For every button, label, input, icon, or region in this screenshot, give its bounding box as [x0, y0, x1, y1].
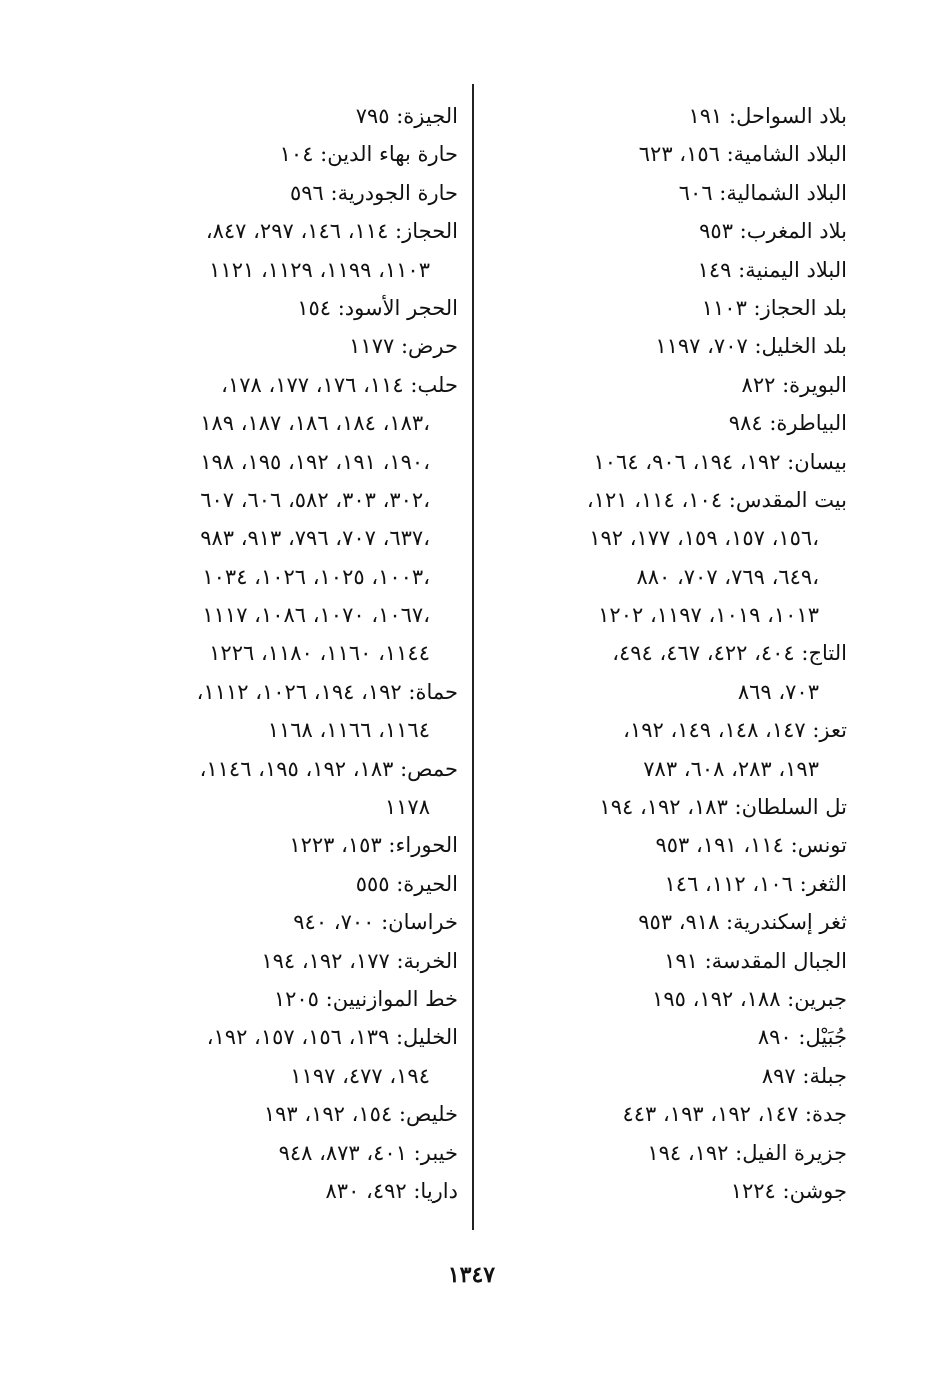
index-entry: حرض: ١١٧٧	[349, 334, 458, 359]
index-entry: خليص: ١٥٤، ١٩٢، ١٩٣	[263, 1102, 458, 1127]
index-entry: خط الموازنيين: ١٢٠٥	[273, 986, 458, 1011]
index-entry: الحيرة: ٥٥٥	[355, 871, 458, 896]
index-entry: خيبر: ٤٠١، ٨٧٣، ٩٤٨	[278, 1140, 458, 1165]
index-entry: حمص: ١٨٣، ١٩٢، ١٩٥، ١١٤٦،	[199, 756, 458, 781]
index-entry: ١٠٠٣، ١٠٢٥، ١٠٢٦، ١٠٣٤،	[202, 564, 430, 589]
index-entry: حارة الجودرية: ٥٩٦	[289, 180, 458, 205]
index-entry: بلاد السواحل: ١٩١	[688, 104, 847, 128]
index-entry: ١١٠٣، ١١٩٩، ١١٢٩، ١١٢١	[209, 257, 430, 282]
index-entry: ١٩٤، ٤٧٧، ١١٩٧	[290, 1063, 430, 1088]
index-entry: ١٩٣، ٢٨٣، ٦٠٨، ٧٨٣	[643, 756, 819, 781]
index-entry: الحجر الأسود: ١٥٤	[297, 295, 458, 320]
index-entry: ٧٠٣، ٨٦٩	[737, 679, 819, 704]
index-entry: جبرين: ١٨٨، ١٩٢، ١٩٥	[652, 986, 847, 1011]
index-entry: الحجاز: ١١٤، ١٤٦، ٢٩٧، ٨٤٧،	[205, 219, 458, 244]
index-entry: خراسان: ٧٠٠، ٩٤٠	[293, 910, 458, 935]
index-entry: ١٠٦٧، ١٠٧٠، ١٠٨٦، ١١١٧،	[202, 603, 430, 628]
index-entry: ٦٣٧، ٧٠٧، ٧٩٦، ٩١٣، ٩٨٣،	[200, 526, 430, 551]
index-entry: بيت المقدس: ١٠٤، ١١٤، ١٢١،	[586, 487, 847, 512]
index-entry: البياطرة: ٩٨٤	[728, 411, 847, 436]
index-entry: تعز: ١٤٧، ١٤٨، ١٤٩، ١٩٢،	[623, 718, 847, 743]
index-entry: البلاد اليمنية: ١٤٩	[697, 257, 847, 282]
index-entry: ١٩٠، ١٩١، ١٩٢، ١٩٥، ١٩٨،	[200, 449, 430, 474]
index-column-left	[94, 97, 458, 1210]
index-entry: حماة: ١٩٢، ١٩٤، ١٠٢٦، ١١١٢،	[196, 679, 458, 704]
index-entry: ٦٤٩، ٧٦٩، ٧٠٧، ٨٨٠،	[636, 564, 819, 589]
index-entry: حارة بهاء الدين: ١٠٤	[279, 142, 458, 167]
index-entry: تل السلطان: ١٨٣، ١٩٢، ١٩٤	[599, 795, 847, 820]
index-entry: ٣٠٢، ٣٠٣، ٥٨٢، ٦٠٦، ٦٠٧،	[200, 487, 430, 512]
page-number: ١٣٤٧	[447, 1262, 496, 1288]
index-entry: جُبَيْل: ٨٩٠	[757, 1025, 847, 1050]
index-entry: الثغر: ١٠٦، ١١٢، ١٤٦	[664, 871, 847, 896]
index-entry: البلاد الشمالية: ٦٠٦	[678, 180, 847, 205]
index-entry: جوشن: ١٢٢٤	[730, 1178, 847, 1203]
index-entry: الجيزة: ٧٩٥	[355, 104, 458, 128]
index-column-right	[484, 97, 847, 1210]
index-entry: ثغر إسكندرية: ٩١٨، ٩٥٣	[638, 910, 847, 935]
index-entry: التاج: ٤٠٤، ٤٢٢، ٤٦٧، ٤٩٤،	[612, 641, 847, 666]
index-entry: ١١٧٨	[384, 795, 430, 820]
index-entry: داريا: ٤٩٢، ٨٣٠	[325, 1178, 458, 1203]
index-entry: الخربة: ١٧٧، ١٩٢، ١٩٤	[261, 948, 458, 973]
index-entry: الخليل: ١٣٩، ١٥٦، ١٥٧، ١٩٢،	[206, 1025, 458, 1050]
index-entry: البويرة: ٨٢٢	[741, 372, 847, 397]
index-entry: ١١٤٤، ١١٦٠، ١١٨٠، ١٢٢٦	[209, 641, 430, 666]
index-entry: ١٨٣، ١٨٤، ١٨٦، ١٨٧، ١٨٩،	[200, 411, 430, 436]
column-divider	[472, 84, 474, 1230]
index-entry: الجبال المقدسة: ١٩١	[664, 948, 847, 973]
index-entry: ١٥٦، ١٥٧، ١٥٩، ١٧٧، ١٩٢،	[589, 526, 819, 551]
index-entry: بيسان: ١٩٢، ١٩٤، ٩٠٦، ١٠٦٤	[593, 449, 847, 474]
index-entry: بلد الخليل: ٧٠٧، ١١٩٧	[655, 334, 847, 359]
index-entry: حلب: ١١٤، ١٧٦، ١٧٧، ١٧٨،	[221, 372, 458, 397]
index-entry: جزيرة الفيل: ١٩٢، ١٩٤	[647, 1140, 847, 1165]
index-entry: جدة: ١٤٧، ١٩٢، ١٩٣، ٤٤٣	[622, 1102, 847, 1127]
index-entry: ١١٦٤، ١١٦٦، ١١٦٨	[267, 718, 430, 743]
index-entry: البلاد الشامية: ١٥٦، ٦٢٣	[638, 142, 847, 167]
index-entry: ١٠١٣، ١٠١٩، ١١٩٧، ١٢٠٢	[598, 603, 819, 628]
index-entry: الحوراء: ١٥٣، ١٢٢٣	[289, 833, 458, 858]
index-entry: بلد الحجاز: ١١٠٣	[701, 295, 847, 320]
index-entry: تونس: ١١٤، ١٩١، ٩٥٣	[655, 833, 847, 858]
index-entry: بلاد المغرب: ٩٥٣	[699, 219, 847, 244]
index-entry: جبلة: ٨٩٧	[761, 1063, 847, 1088]
